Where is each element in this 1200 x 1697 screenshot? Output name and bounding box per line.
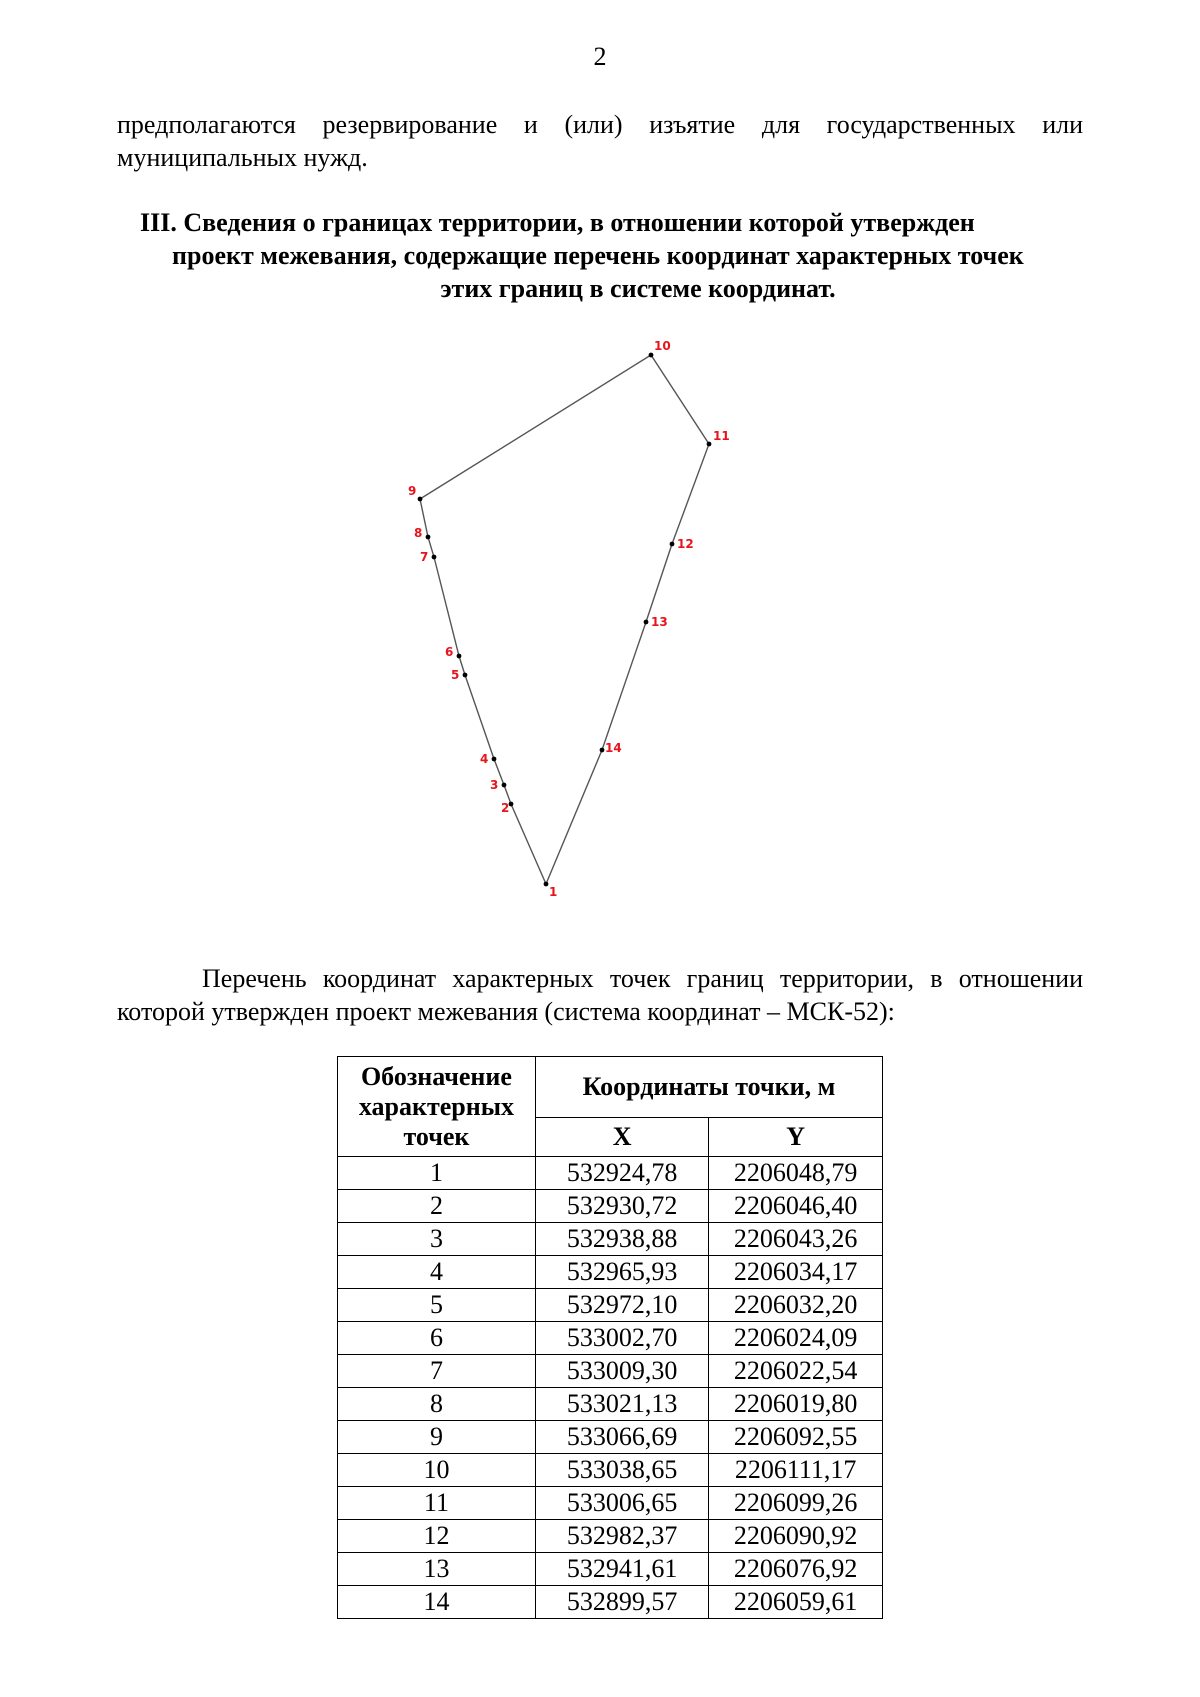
boundary-point-label: 9 — [408, 484, 417, 498]
point-label-cell: 4 — [338, 1256, 536, 1289]
page-number: 2 — [593, 42, 607, 71]
boundary-scheme-svg — [408, 338, 800, 958]
y-coordinate-cell: 2206090,92 — [709, 1520, 883, 1553]
boundary-point-label: 1 — [549, 885, 558, 899]
x-coordinate-cell: 532938,88 — [535, 1223, 708, 1256]
x-coordinate-cell: 532930,72 — [535, 1190, 708, 1223]
boundary-point-marker — [457, 654, 462, 659]
boundary-point-label: 11 — [713, 429, 730, 443]
section-heading-line-1: III. Сведения о границах территории, в отношении которой утвержден — [140, 208, 975, 237]
section-heading-line-2: проект межевания, содержащие перечень координат характерных точек — [172, 241, 1024, 270]
point-label-cell: 5 — [338, 1289, 536, 1322]
x-coordinate-cell: 532899,57 — [535, 1586, 708, 1619]
table-row — [338, 1256, 883, 1289]
table-row — [338, 1190, 883, 1223]
boundary-point-marker — [426, 535, 431, 540]
boundary-point-marker — [432, 555, 437, 560]
header-y: Y — [709, 1118, 883, 1157]
x-coordinate-cell: 532972,10 — [535, 1289, 708, 1322]
boundary-point-label: 8 — [414, 526, 423, 540]
point-label-cell: 7 — [338, 1355, 536, 1388]
x-coordinate-cell: 532941,61 — [535, 1553, 708, 1586]
boundary-point-label: 4 — [480, 752, 489, 766]
table-caption: Перечень координат характерных точек границ территории, в отношении которой утвержден проект межевания (система координат – МСК-52): — [117, 964, 1083, 1026]
coordinates-table-body — [338, 1157, 883, 1619]
boundary-scheme — [408, 338, 800, 958]
point-label-cell: 14 — [338, 1586, 536, 1619]
table-row — [338, 1388, 883, 1421]
y-coordinate-cell: 2206099,26 — [709, 1487, 883, 1520]
boundary-point-label: 13 — [651, 615, 668, 629]
boundary-point-marker — [670, 542, 675, 547]
table-row — [338, 1586, 883, 1619]
y-coordinate-cell: 2206032,20 — [709, 1289, 883, 1322]
point-label-cell: 6 — [338, 1322, 536, 1355]
boundary-point-marker — [544, 882, 549, 887]
point-label-cell: 13 — [338, 1553, 536, 1586]
boundary-point-marker — [649, 353, 654, 358]
x-coordinate-cell: 533038,65 — [535, 1454, 708, 1487]
header-point-label: Обозначение характерных точек — [338, 1057, 536, 1157]
table-row — [338, 1520, 883, 1553]
y-coordinate-cell: 2206043,26 — [709, 1223, 883, 1256]
point-label-cell: 12 — [338, 1520, 536, 1553]
x-coordinate-cell: 533009,30 — [535, 1355, 708, 1388]
header-x: X — [535, 1118, 708, 1157]
boundary-point-label: 6 — [445, 645, 454, 659]
x-coordinate-cell: 533006,65 — [535, 1487, 708, 1520]
table-row — [338, 1553, 883, 1586]
table-row — [338, 1487, 883, 1520]
y-coordinate-cell: 2206092,55 — [709, 1421, 883, 1454]
table-row — [338, 1157, 883, 1190]
boundary-point-marker — [502, 783, 507, 788]
y-coordinate-cell: 2206111,17 — [709, 1454, 883, 1487]
boundary-point-marker — [707, 442, 712, 447]
boundary-point-label: 2 — [501, 801, 510, 815]
y-coordinate-cell: 2206059,61 — [709, 1586, 883, 1619]
y-coordinate-cell: 2206034,17 — [709, 1256, 883, 1289]
point-label-cell: 1 — [338, 1157, 536, 1190]
section-heading-line-3: этих границ в системе координат. — [440, 274, 836, 303]
table-header-row — [338, 1057, 883, 1118]
y-coordinate-cell: 2206048,79 — [709, 1157, 883, 1190]
x-coordinate-cell: 533066,69 — [535, 1421, 708, 1454]
point-label-cell: 8 — [338, 1388, 536, 1421]
boundary-point-label: 7 — [420, 550, 429, 564]
x-coordinate-cell: 532982,37 — [535, 1520, 708, 1553]
boundary-point-marker — [463, 673, 468, 678]
table-row — [338, 1355, 883, 1388]
boundary-point-marker — [492, 757, 497, 762]
intro-paragraph: предполагаются резервирование и (или) изъятие для государственных или муниципальных нужд. — [117, 110, 1083, 172]
table-row — [338, 1421, 883, 1454]
y-coordinate-cell: 2206024,09 — [709, 1322, 883, 1355]
table-row — [338, 1223, 883, 1256]
boundary-point-marker — [418, 497, 423, 502]
x-coordinate-cell: 533021,13 — [535, 1388, 708, 1421]
x-coordinate-cell: 532924,78 — [535, 1157, 708, 1190]
point-label-cell: 11 — [338, 1487, 536, 1520]
point-label-cell: 3 — [338, 1223, 536, 1256]
table-row — [338, 1454, 883, 1487]
y-coordinate-cell: 2206022,54 — [709, 1355, 883, 1388]
boundary-point-label: 3 — [490, 778, 499, 792]
point-label-cell: 10 — [338, 1454, 536, 1487]
table-row — [338, 1322, 883, 1355]
section-heading — [140, 206, 1100, 305]
coordinates-table — [337, 1056, 883, 1619]
y-coordinate-cell: 2206076,92 — [709, 1553, 883, 1586]
x-coordinate-cell: 533002,70 — [535, 1322, 708, 1355]
point-label-cell: 2 — [338, 1190, 536, 1223]
table-row — [338, 1289, 883, 1322]
boundary-point-label: 10 — [654, 339, 671, 353]
boundary-point-label: 12 — [677, 537, 694, 551]
header-coordinates: Координаты точки, м — [535, 1057, 882, 1118]
y-coordinate-cell: 2206046,40 — [709, 1190, 883, 1223]
point-label-cell: 9 — [338, 1421, 536, 1454]
x-coordinate-cell: 532965,93 — [535, 1256, 708, 1289]
boundary-point-label: 14 — [605, 741, 622, 755]
boundary-point-marker — [600, 748, 605, 753]
boundary-point-marker — [644, 620, 649, 625]
y-coordinate-cell: 2206019,80 — [709, 1388, 883, 1421]
boundary-point-label: 5 — [451, 668, 460, 682]
